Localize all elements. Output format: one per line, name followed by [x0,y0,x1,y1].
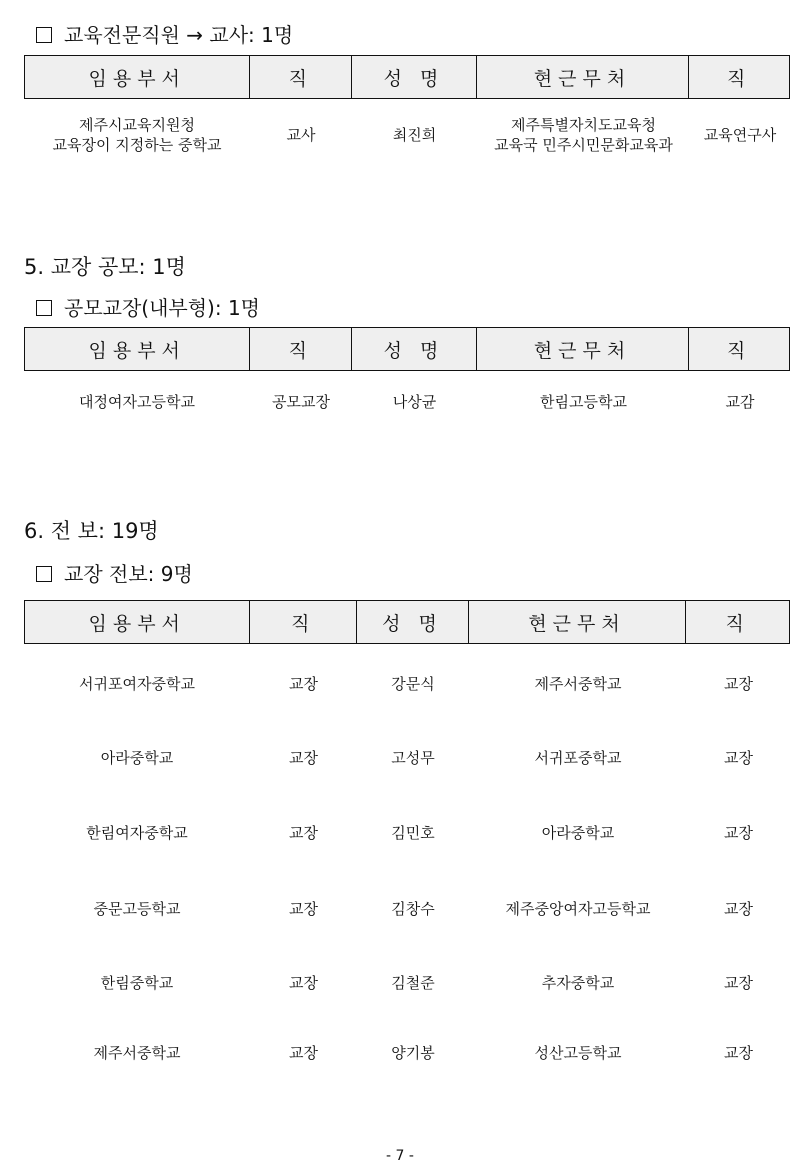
checkbox-square-icon [36,300,52,316]
current-position-cell: 교감 [725,393,755,411]
section-a-title: 교육전문직원 → 교사: 1명 [64,23,294,47]
table-row [24,746,790,770]
table-row [24,821,790,845]
header-name: 성 명 [357,601,469,643]
current-cell: 서귀포중학교 [534,749,622,767]
current-line-1: 제주특별자치도교육청 [511,116,656,134]
name-cell: 김철준 [391,974,435,992]
header-position: 직 [250,328,352,370]
table-row [24,897,790,921]
header-position: 직 [250,56,352,98]
header-current-position: 직 [725,612,750,635]
position-cell: 교장 [289,974,318,992]
position-cell: 교장 [289,900,318,918]
current-position-cell: 교육연구사 [703,126,777,144]
header-current: 현근무처 [477,56,689,98]
dept-cell: 제주서중학교 [93,1044,181,1062]
name-cell: 김창수 [391,900,435,918]
name-cell: 강문식 [391,675,435,693]
current-position-cell: 교장 [724,824,753,842]
section-5-title: 5. 교장 공모: 1명 [24,255,186,279]
position-cell: 교장 [289,675,318,693]
table-row [24,672,790,696]
position-cell: 교사 [286,126,316,144]
header-current: 현근무처 [477,328,689,370]
current-position-cell: 교장 [724,675,753,693]
header-name: 성 명 [352,56,477,98]
name-cell: 나상균 [392,393,437,411]
current-position-cell: 교장 [724,749,753,767]
position-cell: 교장 [289,749,318,767]
name-cell: 김민호 [391,824,435,842]
position-cell: 교장 [289,824,318,842]
table-row [24,114,790,156]
dept-line-1: 제주시교육지원청 [79,116,195,134]
dept-cell: 중문고등학교 [93,900,181,918]
header-position: 직 [250,601,357,643]
header-current-position: 직 [726,67,752,90]
current-cell: 제주중앙여자고등학교 [505,900,651,918]
checkbox-square-icon [36,27,52,43]
current-cell [477,115,690,155]
page-number: - 7 - [386,1148,414,1164]
dept-cell: 한림중학교 [100,974,174,992]
name-cell: 최진희 [392,126,437,144]
dept-cell: 아라중학교 [100,749,174,767]
section-6-subheading [36,558,193,587]
header-current-position: 직 [726,339,752,362]
name-cell: 양기봉 [391,1044,435,1062]
position-cell: 공모교장 [272,393,330,411]
header-dept: 임용부서 [25,328,250,370]
dept-cell: 한림여자중학교 [86,824,188,842]
current-position-cell: 교장 [724,900,753,918]
dept-line-2: 교육장이 지정하는 중학교 [52,136,222,154]
current-line-2: 교육국 민주시민문화교육과 [494,136,673,154]
current-cell: 한림고등학교 [540,393,627,411]
checkbox-square-icon [36,566,52,582]
header-dept: 임용부서 [25,56,250,98]
position-cell: 교장 [289,1044,318,1062]
current-cell: 추자중학교 [541,974,615,992]
section-6-title: 6. 전 보: 19명 [24,519,159,543]
current-cell: 아라중학교 [541,824,615,842]
dept-cell: 서귀포여자중학교 [79,675,195,693]
current-cell: 제주서중학교 [534,675,622,693]
table-5-header [24,327,790,371]
table-6-header [24,600,790,644]
section-5-sub: 공모교장(내부형): 1명 [64,296,260,320]
header-dept: 임용부서 [25,601,250,643]
section-6-sub: 교장 전보: 9명 [64,562,193,586]
current-position-cell: 교장 [724,1044,753,1062]
section-5-subheading [36,292,260,321]
table-a-header [24,55,790,99]
header-current: 현근무처 [469,601,686,643]
table-row [24,390,790,414]
section-a-heading [36,19,293,48]
dept-cell [24,115,250,155]
current-position-cell: 교장 [724,974,753,992]
current-cell: 성산고등학교 [534,1044,622,1062]
dept-cell: 대정여자고등학교 [79,393,195,411]
table-row [24,971,790,995]
table-row [24,1041,790,1065]
name-cell: 고성무 [391,749,435,767]
header-name: 성 명 [352,328,477,370]
